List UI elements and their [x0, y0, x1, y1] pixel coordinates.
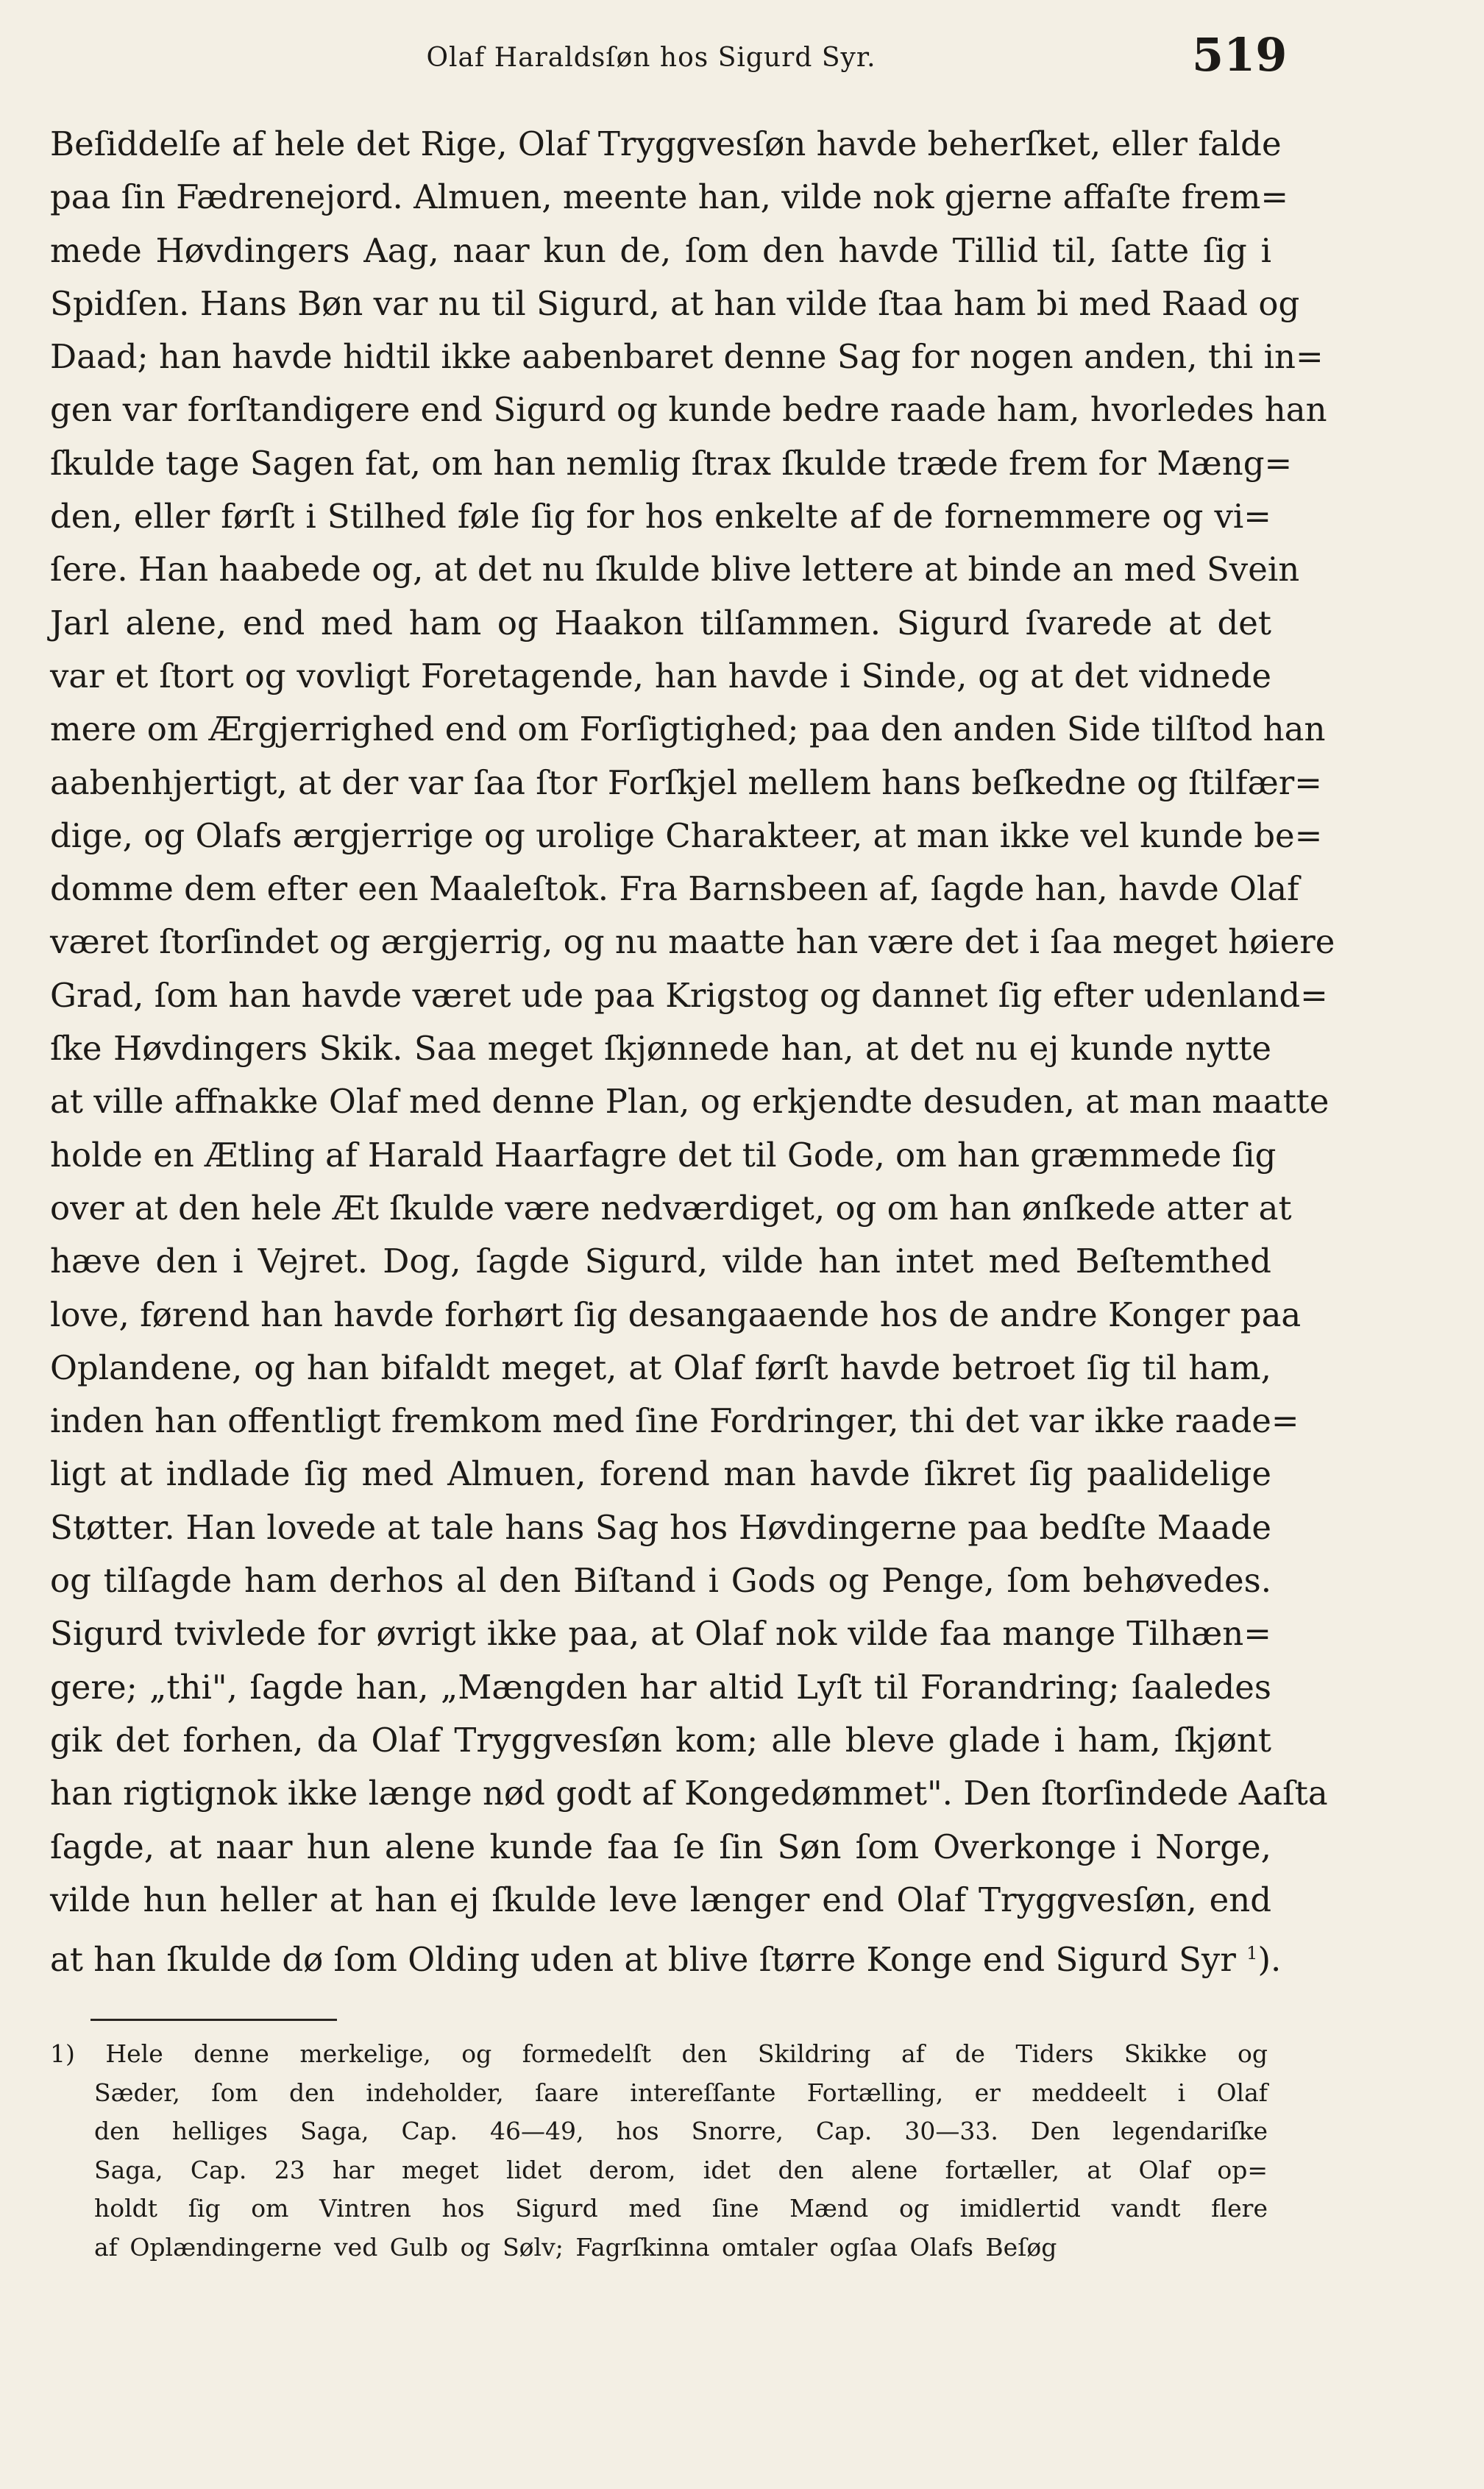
body-line: aabenhjertigt, at der var ſaa ſtor Forſkjel mellem hans beſkedne og ſtilfær= — [50, 762, 1322, 802]
body-line: vilde hun heller at han ej ſkulde leve længer end Olaf Tryggvesſøn, end — [50, 1880, 1271, 1919]
body-line: gere; „thi", ſagde han, „Mængden har altid Lyſt til Forandring; ſaaledes — [50, 1667, 1271, 1707]
footnote-line: Saga, Cap. 23 har meget lidet derom, idet den alene fortæller, at Olaf op= — [94, 2155, 1268, 2184]
body-line: domme dem efter een Maaleſtok. Fra Barnsbeen af, ſagde han, havde Olaf — [50, 869, 1299, 909]
body-line: været ſtorſindet og ærgjerrig, og nu maatte han være det i ſaa meget høiere — [50, 922, 1335, 962]
footnote-text: Hele denne merkelige, og formedelſt den Skildring af de Tiders Skikke og — [105, 2039, 1268, 2068]
body-line: over at den hele Æt ſkulde være nedværdiget, og om han ønſkede atter at — [50, 1188, 1292, 1228]
footnote-line: holdt ſig om Vintren hos Sigurd med ſine Mænd og imidlertid vandt flere — [94, 2194, 1268, 2223]
body-line: gen var forſtandigere end Sigurd og kunde bedre raade ham, hvorledes han — [50, 390, 1327, 430]
body-text — [50, 118, 1335, 1980]
body-line: holde en Ætling af Harald Haarfagre det til Gode, om han græmmede ſig — [50, 1135, 1277, 1175]
footnote-line: af Oplændingerne ved Gulb og Sølv; Fagrſkinna omtaler ogſaa Olafs Beſøg — [94, 2232, 1057, 2262]
body-line: inden han offentligt fremkom med ſine Fordringer, thi det var ikke raade= — [50, 1401, 1299, 1441]
body-line: ligt at indlade ſig med Almuen, forend man havde ſikret ſig paalidelige — [50, 1454, 1271, 1494]
body-line: Støtter. Han lovede at tale hans Sag hos Høvdingerne paa bedſte Maade — [50, 1507, 1271, 1547]
body-line-suffix: ). — [1257, 1940, 1282, 1980]
body-line-last — [50, 1927, 1282, 1980]
body-line: gik det forhen, da Olaf Tryggvesſøn kom; alle bleve glade i ham, ſkjønt — [50, 1720, 1271, 1760]
footnote-line: Sæder, ſom den indeholder, ſaare intereſſante Fortælling, er meddeelt i Olaf — [94, 2078, 1268, 2107]
footnote-reference[interactable]: 1 — [1246, 1943, 1258, 1964]
body-line: han rigtignok ikke længe nød godt af Kongedømmet". Den ſtorſindede Aaſta — [50, 1774, 1328, 1813]
footnote-block — [50, 2035, 1268, 2267]
body-line: hæve den i Vejret. Dog, ſagde Sigurd, vilde han intet med Beſtemthed — [50, 1242, 1271, 1281]
footnote-marker: 1) — [50, 2039, 75, 2068]
body-line: var et ſtort og vovligt Foretagende, han havde i Sinde, og at det vidnede — [50, 656, 1271, 695]
body-line: Oplandene, og han bifaldt meget, at Olaf førſt havde betroet ſig til ham, — [50, 1348, 1271, 1387]
body-line: ſagde, at naar hun alene kunde faa ſe ſin Søn ſom Overkonge i Norge, — [50, 1827, 1271, 1866]
body-line-text: at han ſkulde dø ſom Olding uden at blive ſtørre Konge end Sigurd Syr — [50, 1940, 1236, 1980]
body-line: Beſiddelſe af hele det Rige, Olaf Tryggvesſøn havde beherſket, eller falde — [50, 124, 1282, 163]
body-line: ſere. Han haabede og, at det nu ſkulde blive lettere at binde an med Svein — [50, 550, 1300, 590]
body-line: ſke Høvdingers Skik. Saa meget ſkjønnede han, at det nu ej kunde nytte — [50, 1029, 1271, 1069]
body-line: Grad, ſom han havde været ude paa Krigstog og dannet ſig efter udenland= — [50, 975, 1328, 1015]
body-line: ſkulde tage Sagen fat, om han nemlig ſtrax ſkulde træde frem for Mæng= — [50, 443, 1293, 483]
body-line: Spidſen. Hans Bøn var nu til Sigurd, at han vilde ſtaa ham bi med Raad og — [50, 283, 1300, 323]
body-line: mere om Ærgjerrighed end om Forſigtighed; paa den anden Side tilſtod han — [50, 709, 1326, 749]
footnote-line: den helliges Saga, Cap. 46—49, hos Snorre, Cap. 30—33. Den legendariſke — [94, 2117, 1268, 2145]
body-line: mede Høvdingers Aag, naar kun de, ſom den havde Tillid til, ſatte ſig i — [50, 230, 1271, 270]
body-line: Jarl alene, end med ham og Haakon tilſammen. Sigurd ſvarede at det — [50, 603, 1271, 642]
body-line: den, eller førſt i Stilhed føle ſig for hos enkelte af de fornemmere og vi= — [50, 497, 1271, 537]
body-line: at ville affnakke Olaf med denne Plan, og erkjendte desuden, at man maatte — [50, 1082, 1329, 1122]
body-line: dige, og Olafs ærgjerrige og urolige Charakteer, at man ikke vel kunde be= — [50, 815, 1323, 855]
running-title: Olaf Haraldsſøn hos Sigurd Syr. — [426, 43, 876, 73]
body-line: og tilſagde ham derhos al den Biſtand i Gods og Penge, ſom behøvedes. — [50, 1561, 1271, 1601]
body-line: Sigurd tvivlede for øvrigt ikke paa, at Olaf nok vilde faa mange Tilhæn= — [50, 1614, 1271, 1654]
footnote-divider — [90, 2019, 337, 2021]
body-line: Daad; han havde hidtil ikke aabenbaret denne Sag for nogen anden, thi in= — [50, 337, 1324, 377]
body-line: love, førend han havde forhørt ſig desangaaende hos de andre Konger paa — [50, 1295, 1302, 1334]
page-number: 519 — [1192, 28, 1288, 82]
body-line: paa ſin Fædrenejord. Almuen, meente han, vilde nok gjerne affaſte frem= — [50, 177, 1289, 217]
footnote-line — [50, 2035, 1268, 2074]
